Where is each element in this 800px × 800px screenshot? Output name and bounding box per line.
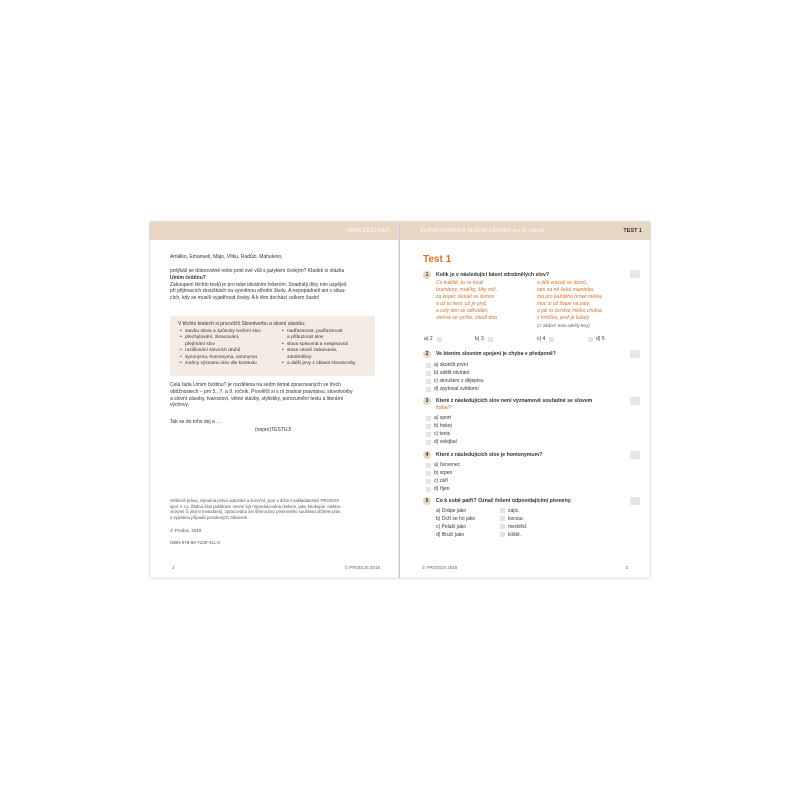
- answer-option[interactable]: [537, 336, 554, 342]
- right-header-text: SLOVOTVORBA A SLOVNÍ ZÁSOBA pro 5. ročník: [420, 228, 545, 234]
- series-line: výchovy.: [170, 402, 190, 409]
- checkbox[interactable]: [426, 479, 431, 484]
- question-number: 5: [423, 497, 431, 505]
- poem-source: (J. Skácel: Kam odešly lesy): [537, 323, 590, 328]
- question-text: Které z následujících slov není významově souřadné se slovem: [436, 398, 593, 404]
- option-label: a) sport: [434, 415, 451, 421]
- option-label: d) zpytovat svědomí: [434, 386, 479, 392]
- option-label: c) skoušení z dějepisu: [434, 378, 484, 384]
- poem-line: brambory, mráčky, šiky mič,: [436, 287, 498, 293]
- topic-item: • stavbu slova a způsoby tvoření slov: [180, 329, 261, 335]
- answer-option[interactable]: [426, 439, 457, 445]
- intro-line: potýkáš se dobrovolně nebo proti své vůli s jazykem českým? Kladeš si otázku: [170, 268, 345, 274]
- option-label: d) 5: [596, 336, 605, 342]
- question-number: 3: [423, 397, 431, 405]
- question-text: Kolik je v následující básni zdrobnělých slov?: [436, 272, 550, 278]
- score-box[interactable]: [630, 451, 640, 459]
- match-item: medvěd.: [508, 524, 528, 530]
- match-answer[interactable]: [500, 531, 527, 539]
- checkbox[interactable]: [426, 424, 431, 429]
- checkbox[interactable]: [426, 379, 431, 384]
- checkbox[interactable]: [500, 508, 505, 513]
- answer-option[interactable]: [426, 415, 451, 421]
- legal-line: Veškerá práva, zejména právo autorské a licenční, jsou v držení nakladatelství PRODOS: [170, 498, 340, 503]
- checkbox[interactable]: [426, 440, 431, 445]
- option-label: b) srpen: [434, 470, 453, 476]
- series-line: obtížnostech – pro 5., 7. a 9. ročník. Prověříš si s ní znalost pravopisu, slovotvorby: [170, 388, 353, 395]
- answer-option[interactable]: [426, 431, 450, 437]
- answer-option[interactable]: [426, 423, 452, 429]
- left-page-header: [150, 222, 400, 240]
- checkbox[interactable]: [426, 487, 431, 492]
- poem-line: moc si už šlape na paty,: [537, 301, 591, 307]
- poem-line: má pro každého hrnek mléka,: [537, 294, 603, 300]
- match-item: c) Pelaší jako: [436, 524, 467, 530]
- intro-line: Umím češtinu?: [170, 274, 206, 281]
- question-text: Co k sobě patří? Označ řešení odpovídajícími písmeny.: [436, 498, 572, 504]
- go-line: Tak se do toho dej a …: [170, 419, 222, 425]
- checkbox[interactable]: [588, 337, 593, 342]
- checkbox[interactable]: [426, 471, 431, 476]
- intro-line: při přijímacích zkouškách na vysněnou střední školu. A nepopadneš ani v situa-: [170, 288, 346, 295]
- poem-line: a celý den se odkutálel,: [436, 308, 489, 314]
- topics-column-1: [180, 329, 261, 367]
- question-number: 4: [423, 451, 431, 459]
- topic-item: • nadřazenost, podřazenost: [282, 329, 356, 335]
- checkbox[interactable]: [500, 532, 505, 537]
- topic-item: přejímání slov: [185, 341, 215, 347]
- checkbox[interactable]: [426, 371, 431, 376]
- question-number: 1: [423, 271, 431, 279]
- option-label: d) říjen: [434, 486, 450, 492]
- isbn: ISBN 978-80-7230-411-0: [170, 540, 220, 545]
- topic-item: • slova citově zabarvená,: [282, 348, 356, 354]
- match-item: a) Drápe jako: [436, 508, 467, 514]
- legal-line: nickými či jinými metodami), zpracována ani šířena bez písemného souhlasu držitele práv: [170, 509, 341, 515]
- copyright: © Prodos, 2018: [170, 528, 202, 533]
- topic-item: zdrobněliny: [287, 354, 312, 360]
- answer-option[interactable]: [426, 486, 450, 492]
- topics-column-2: [282, 329, 356, 367]
- series-line: a slovní zásoby, tvarosloví, větné stavby, stylistiky, porozumění textu a literární: [170, 395, 344, 402]
- right-footer-copyright: © PRODOS 2018: [422, 565, 458, 570]
- poem-line: a jak to čerstvé mléko chutná: [537, 308, 602, 314]
- topic-item: • a další jevy z oblasti slovotvorby: [282, 361, 356, 367]
- option-label: c) září: [434, 478, 448, 484]
- checkbox[interactable]: [426, 463, 431, 468]
- test-label: TEST 1: [623, 228, 642, 234]
- right-page: [400, 222, 650, 578]
- topic-item: • rozlišování slovních druhů: [180, 348, 261, 354]
- option-label: c) tenis: [434, 431, 451, 437]
- option-label: d) volejbal: [434, 439, 457, 445]
- topic-item: • přechylování, zkracování,: [180, 335, 261, 341]
- score-box[interactable]: [630, 397, 640, 405]
- match-item: kocour.: [508, 516, 525, 522]
- topic-item: • slova spisovná a nespisovná: [282, 342, 356, 348]
- poem-right: [537, 280, 603, 322]
- legal-line: s výjimkou případů povolených zákonem.: [170, 514, 249, 520]
- right-page-header: [400, 222, 650, 240]
- answer-option[interactable]: [475, 336, 493, 342]
- intro-line: Zakoupení těchto testů je pro tebe ideálním řešením. Snadněji díky nim uspěješ: [170, 281, 347, 288]
- page-number-left: 2: [172, 565, 175, 570]
- matching-left: [436, 507, 475, 539]
- checkbox[interactable]: [426, 416, 431, 421]
- match-item: klíště.: [508, 532, 522, 538]
- greeting: Amálko, Emanueli, Májo, Vítku, Radůzi, Mahuleno,: [170, 254, 283, 260]
- topic-item: • změny významu slov dle kontextu: [180, 361, 261, 367]
- match-item: b) Drží se ho jako: [436, 516, 476, 522]
- option-label: a) skončit první: [434, 362, 468, 368]
- checkbox[interactable]: [426, 363, 431, 368]
- checkbox[interactable]: [426, 432, 431, 437]
- checkbox[interactable]: [426, 387, 431, 392]
- score-box[interactable]: [630, 497, 640, 505]
- answer-option[interactable]: [588, 336, 605, 342]
- intro-paragraph: [170, 268, 380, 302]
- topic-item: a příbuznost slov: [287, 335, 324, 341]
- poem-left: [436, 280, 497, 322]
- left-header-text: UMÍM ČEŠTINU?: [346, 228, 390, 234]
- option-label: c) 4: [537, 336, 546, 342]
- option-label: a) červenec: [434, 462, 461, 468]
- page-number-right: 3: [625, 565, 628, 570]
- question-keyword: fotbal?: [436, 405, 452, 411]
- answer-option[interactable]: [426, 386, 479, 392]
- checkbox[interactable]: [488, 337, 493, 342]
- answer-option[interactable]: [426, 378, 483, 384]
- option-label: b) sdělit otvírání: [434, 370, 470, 376]
- series-line: Celá řada Umím češtinu? je rozdělena na sedm témat zpracovaných ve třech: [170, 382, 341, 388]
- answer-option[interactable]: [426, 370, 470, 376]
- matching-right: [500, 507, 527, 539]
- poem-line: z hrníčku, jenž je kulatý.: [537, 315, 591, 321]
- poem-line: a děti vracejí se domů,: [537, 280, 588, 286]
- match-answer[interactable]: [500, 507, 527, 515]
- test-title: Test 1: [423, 254, 452, 265]
- box-intro: V těchto testech si procvičíš Slovotvorbu a slovní zásobu:: [178, 321, 306, 327]
- checkbox[interactable]: [500, 516, 505, 521]
- answer-option[interactable]: [426, 478, 448, 484]
- practice-topics-box: [170, 316, 375, 376]
- answer-option[interactable]: [426, 470, 452, 476]
- question-text: Ve kterém slovním spojení je chyba v předponě?: [436, 351, 556, 357]
- poem-line: stmívá se rychle, chodí tma: [436, 315, 497, 321]
- question-number: 2: [423, 350, 431, 358]
- match-answer[interactable]: [500, 523, 527, 531]
- answer-option[interactable]: [426, 462, 460, 468]
- topic-item: • synonyma, homonyma, antonyma: [180, 355, 261, 361]
- match-answer[interactable]: [500, 515, 527, 523]
- poem-line: za kopec skutáli se slunce: [436, 294, 495, 300]
- poem-line: Co kuliště, to se koulí: [436, 280, 484, 286]
- option-label: b) hokej: [434, 423, 452, 429]
- poem-line: tam na ně čeká maminka,: [537, 287, 595, 293]
- testuj-line: (nepro)TESTUJ!: [255, 427, 292, 433]
- intro-line: cích, kdy se musíš vyjadřovat česky. A k těm dochází celkem často!: [170, 295, 320, 302]
- option-label: b) 3: [475, 336, 484, 342]
- answer-option[interactable]: [426, 362, 468, 368]
- checkbox[interactable]: [500, 524, 505, 529]
- match-item: d) Bručí jako: [436, 532, 465, 538]
- score-box[interactable]: [630, 270, 640, 278]
- checkbox[interactable]: [549, 337, 554, 342]
- legal-notice: [170, 498, 385, 520]
- score-box[interactable]: [630, 350, 640, 358]
- answer-option[interactable]: [424, 336, 442, 342]
- poem-line: a už tu není, už je pryč,: [436, 301, 488, 307]
- legal-line: spol. s r.o. Žádná část publikace nesmí být reprodukována (tiskem, jako fotokopie, elektro-: [170, 503, 342, 509]
- match-item: zajíc.: [508, 508, 520, 514]
- series-paragraph: [170, 382, 380, 409]
- option-label: a) 2: [424, 336, 433, 342]
- left-page: [150, 222, 400, 578]
- question-text: Které z následujících slov je homonymum?: [436, 452, 543, 458]
- checkbox[interactable]: [437, 337, 442, 342]
- left-footer-copyright: © PRODOS 2018: [344, 565, 380, 570]
